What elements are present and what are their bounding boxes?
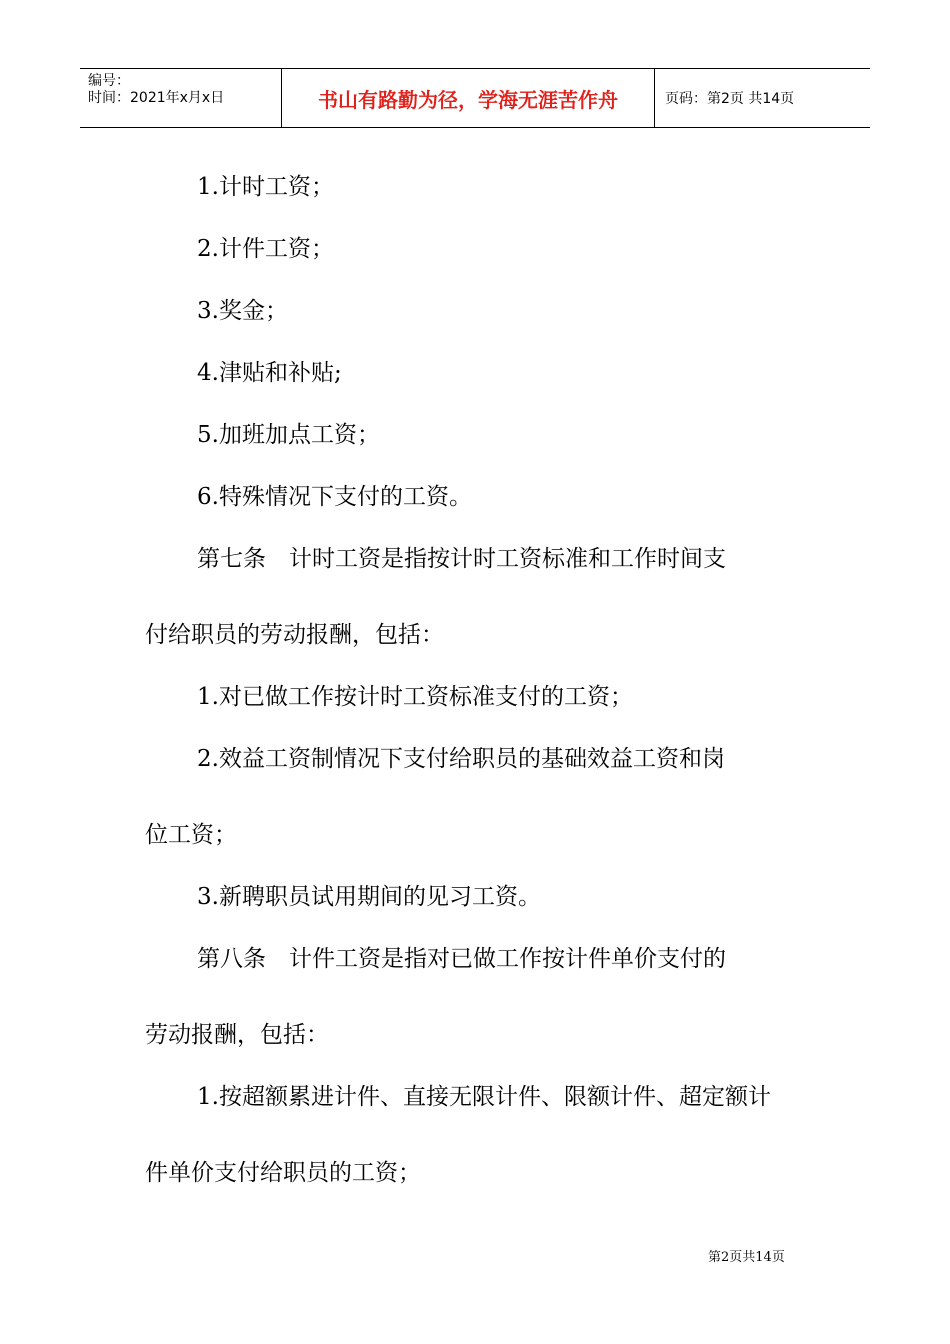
header-motto: 书山有路勤为径，学海无涯苦作舟 xyxy=(282,69,655,127)
body-line: 件单价支付给职员的工资； xyxy=(145,1160,421,1186)
body-line: 2.计件工资； xyxy=(197,236,334,262)
page-header xyxy=(80,68,870,128)
body-line: 6.特殊情况下支付的工资。 xyxy=(197,484,472,510)
body-line: 位工资； xyxy=(145,822,237,848)
header-meta xyxy=(80,69,282,127)
body-line: 1.计时工资； xyxy=(197,174,334,200)
body-line: 付给职员的劳动报酬，包括： xyxy=(145,622,444,648)
document-time-label: 时间：2021年x月x日 xyxy=(88,90,225,106)
body-line: 4.津贴和补贴; xyxy=(197,360,342,386)
body-line: 3.奖金； xyxy=(197,298,288,324)
body-line: 1.按超额累进计件、直接无限计件、限额计件、超定额计 xyxy=(197,1084,771,1110)
document-number-label: 编号： xyxy=(88,73,130,89)
body-line: 劳动报酬，包括： xyxy=(145,1022,329,1048)
body-line: 第七条 计时工资是指按计时工资标准和工作时间支 xyxy=(197,546,726,572)
page-footer: 第2页共14页 xyxy=(708,1250,785,1265)
body-line: 5.加班加点工资； xyxy=(197,422,380,448)
body-line: 1.对已做工作按计时工资标准支付的工资； xyxy=(197,684,633,710)
header-page-info: 页码：第2页 共14页 xyxy=(665,91,795,107)
body-line: 3.新聘职员试用期间的见习工资。 xyxy=(197,884,541,910)
body-line: 第八条 计件工资是指对已做工作按计件单价支付的 xyxy=(197,946,726,972)
body-line: 2.效益工资制情况下支付给职员的基础效益工资和岗 xyxy=(197,746,725,772)
